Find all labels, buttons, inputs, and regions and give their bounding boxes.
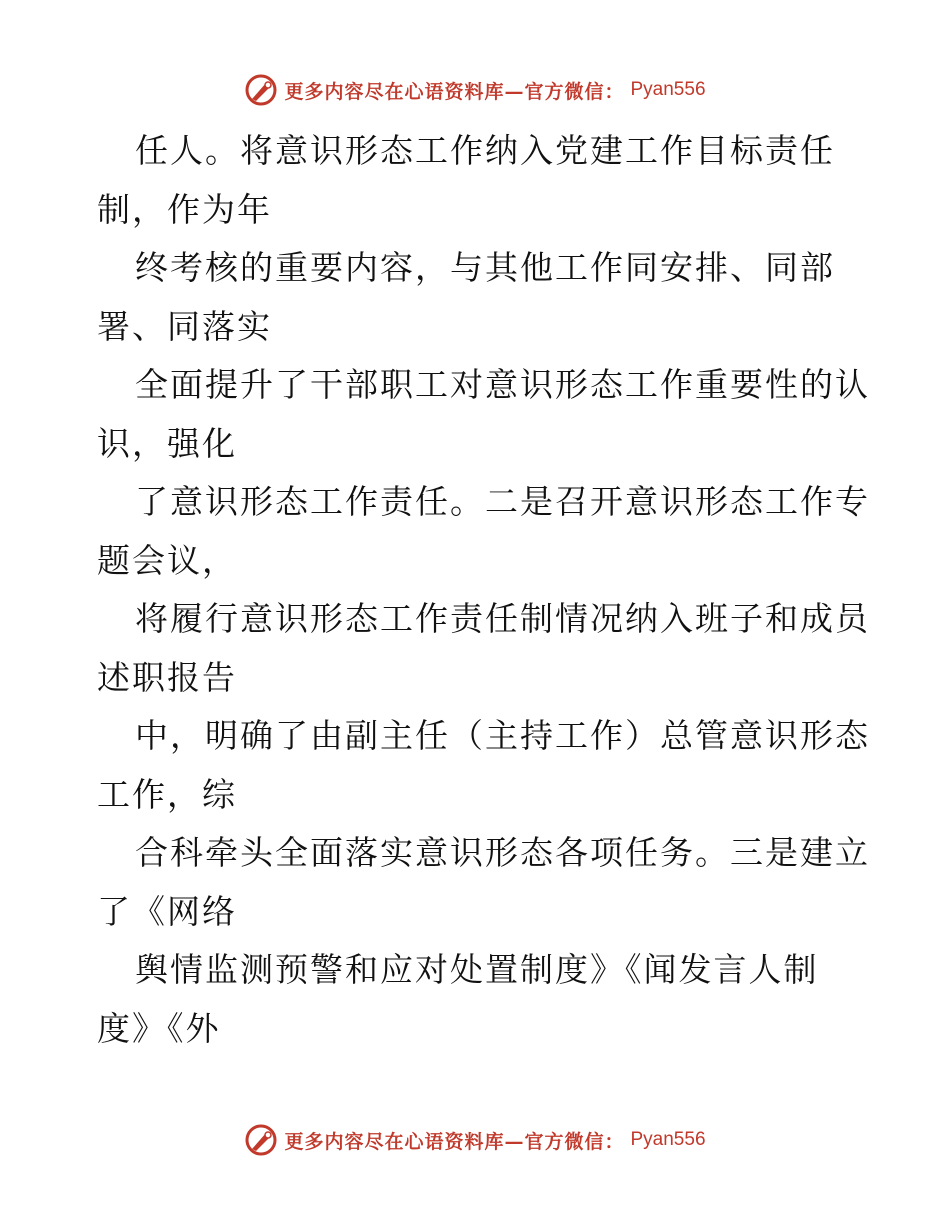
- body-line: 署、同落实: [97, 306, 272, 346]
- body-line: 述职报告: [97, 657, 237, 697]
- body-line: 全面提升了干部职工对意识形态工作重要性的认: [135, 365, 870, 404]
- document-body: [97, 122, 870, 1058]
- body-line: 题会议，: [97, 540, 237, 580]
- body-line: 舆情监测预警和应对处置制度》《闻发言人制: [135, 950, 819, 989]
- body-line: 中，明确了由副主任（主持工作）总管意识形态: [135, 716, 870, 755]
- header-banner-text: 更多内容尽在心语资料库—官方微信：: [284, 80, 625, 103]
- pen-nib-logo-icon: [244, 73, 278, 107]
- body-line: 识，强化: [97, 423, 237, 463]
- body-line: 了《网络: [97, 891, 237, 931]
- footer-banner-handle: Pyan556: [630, 1129, 706, 1150]
- body-line: 任人。将意识形态工作纳入党建工作目标责任: [135, 131, 835, 170]
- body-line: 终考核的重要内容，与其他工作同安排、同部: [135, 248, 835, 287]
- body-line: 度》《外: [97, 1008, 221, 1048]
- pen-nib-logo-icon: [244, 1123, 278, 1157]
- footer-banner-text: 更多内容尽在心语资料库—官方微信：: [284, 1130, 625, 1153]
- body-line: 合科牵头全面落实意识形态各项任务。三是建立: [135, 833, 870, 872]
- body-line: 制，作为年: [97, 189, 272, 229]
- header-banner: [0, 70, 950, 110]
- body-line: 了意识形态工作责任。二是召开意识形态工作专: [135, 482, 870, 521]
- header-banner-handle: Pyan556: [630, 79, 706, 100]
- body-line: 将履行意识形态工作责任制情况纳入班子和成员: [135, 599, 870, 638]
- body-line: 工作，综: [97, 774, 237, 814]
- footer-banner: [0, 1120, 950, 1160]
